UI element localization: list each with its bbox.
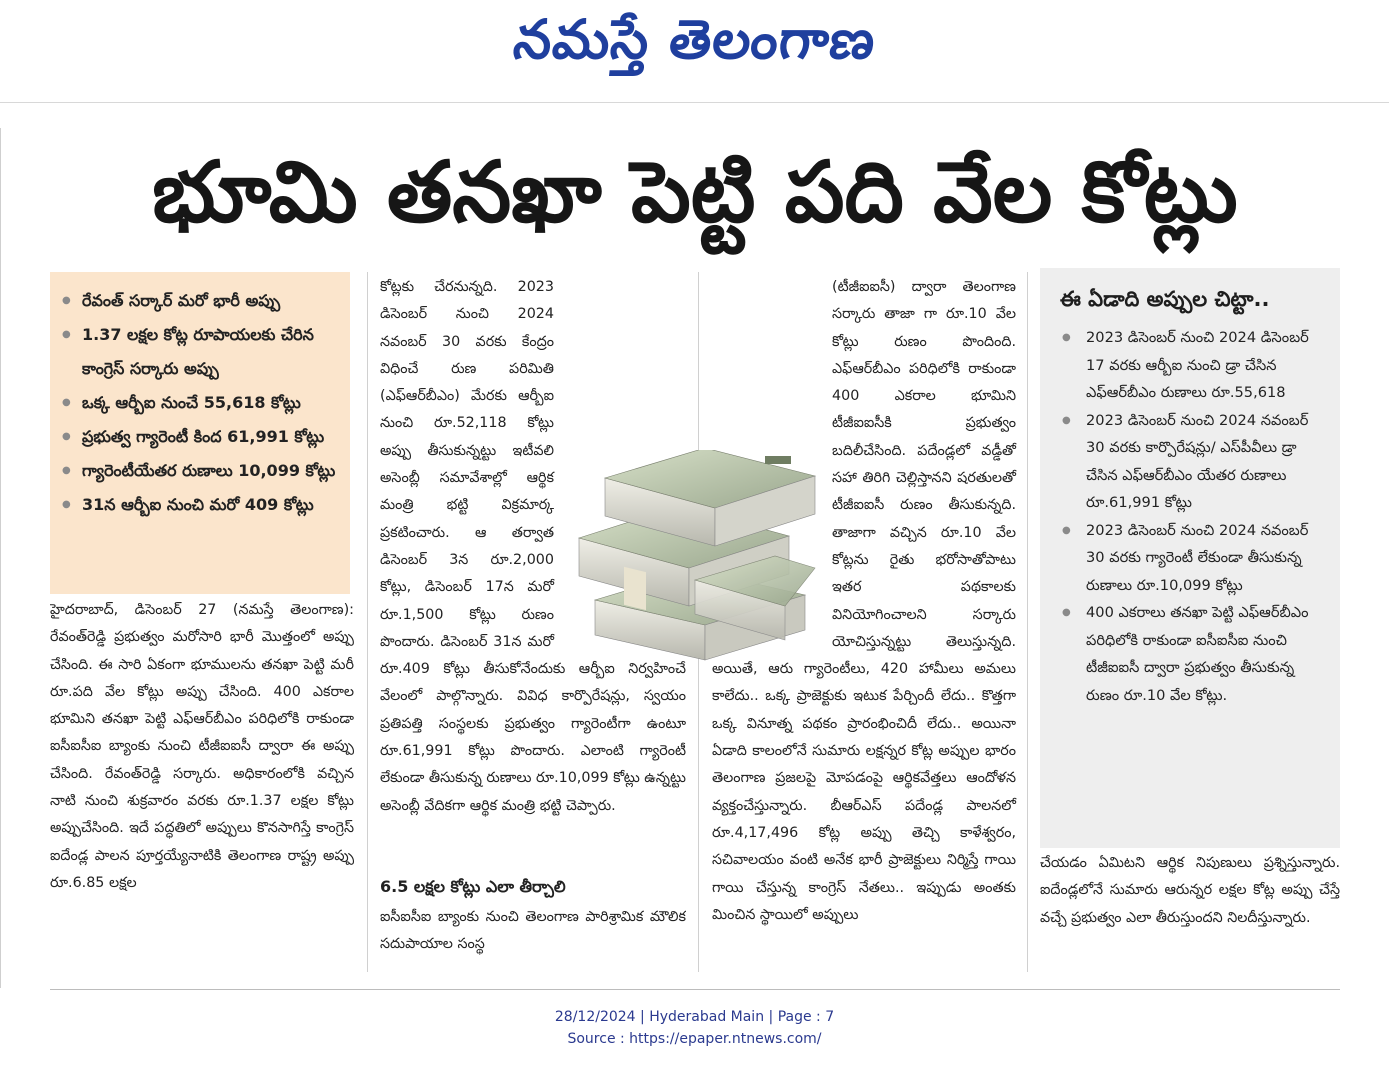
article-column-3-text: (టీజీఐఐసీ) ద్వారా తెలంగాణ సర్కారు తాజా గా రూ.10 వేల కోట్లు రుణం పొందింది. ఎఫ్‌ఆర్‌బీఎం పరిధిలోకి రాకుండా 400 ఎకరాల భూమిని టీజీఐఐసీకి ప్రభుత్వం బదిలీచేసింది. పదేండ్లలో వడ్డీతో సహా తిరిగి చెల్లిస్తానని షరతులతో టీజీఐఐసీ రుణం తీసుకున్నది. తాజాగా వచ్చిన రూ.10 వేల కోట్లను రైతు భరోసాతోపాటు ఇతర పథకాలకు వినియోగించాలని సర్కారు యోచిస్తున్నట్టు తెలుస్తున్నది. అయితే, ఆరు గ్యారెంటీలు, 420 హామీలు అమలు కాలేదు.. ఒక్క ప్రాజెక్టుకు ఇటుక పేర్చిందీ లేదు.. కొత్తగా ఒక్క వినూత్న పథకం ప్రారంభించిదీ లేదు.. అయినా ఏడాది కాలంలోనే సుమారు లక్షన్నర కోట్ల అప్పుల భారం తెలంగాణ ప్రజలపై మోపడంపై ఆర్థికవేత్తలు ఆందోళన వ్యక్తంచేస్తున్నారు. బీఆర్ఎస్ పదేండ్ల పాలనలో రూ.4,17,496 కోట్ల అప్పు తెచ్చి కాళేశ్వరం, సచివాలయం వంటి అనేక భారీ ప్రాజెక్టులు నిర్మిస్తే గాయి గాయి చేస్తున్న కాంగ్రెస్ నేతలు.. ఇప్పుడు అంతకు మించిన స్థాయిలో అప్పులు <box>712 279 1016 923</box>
masthead <box>0 4 1389 76</box>
highlight-item: ● ఒక్క ఆర్బీఐ నుంచే 55,618 కోట్లు <box>58 386 344 420</box>
subheading: 6.5 లక్షల కోట్లు ఎలా తీర్చాలి <box>380 877 566 896</box>
column-divider <box>367 272 368 972</box>
top-divider <box>0 102 1389 103</box>
debt-summary-item: ● 400 ఎకరాలు తనఖా పెట్టి ఎఫ్‌ఆర్‌బీఎం పరిధిలోకి రాకుండా ఐసీఐసీఐ నుంచి టీజీఐఐసీ ద్వారా ప్రభుత్వం తీసుకున్న రుణం రూ.10 వేల కోట్లు. <box>1060 599 1330 709</box>
debt-summary-title: ఈ ఏడాది అప్పుల చిట్టా.. <box>1060 287 1270 311</box>
bottom-divider <box>50 989 1340 990</box>
debt-summary-item: ● 2023 డిసెంబర్ నుంచి 2024 డిసెంబర్ 17 వరకు ఆర్బీఐ నుంచి డ్రా చేసిన ఎఫ్‌ఆర్‌బీఎం రుణాలు రూ.55,618 <box>1060 324 1330 407</box>
highlights-list <box>50 272 350 522</box>
headline: భూమి తనఖా పెట్టి పది వేల కోట్లు <box>152 143 1238 241</box>
debt-summary-item: ● 2023 డిసెంబర్ నుంచి 2024 నవంబర్ 30 వరకు గ్యారెంటీ లేకుండా తీసుకున్న రుణాలు రూ.10,099 కోట్లు <box>1060 517 1330 600</box>
footer-source-link[interactable]: Source : https://epaper.ntnews.com/ <box>567 1031 822 1047</box>
money-stack-image <box>555 450 825 680</box>
debt-summary-box <box>1040 268 1340 848</box>
highlight-item: ● 31న ఆర్బీఐ నుంచి మరో 409 కోట్లు <box>58 488 344 522</box>
article-column-2-text: కోట్లకు చేరనున్నది. 2023 డిసెంబర్ నుంచి 2024 నవంబర్ 30 వరకు కేంద్రం విధించే రుణ పరిమితి (ఎఫ్‌ఆర్‌బీఎం) మేరకు ఆర్బీఐ నుంచి రూ.52,118 కోట్లు అప్పు తీసుకున్నట్టు ఇటీవలి అసెంబ్లీ సమావేశాల్లో ఆర్థిక మంత్రి భట్టి విక్రమార్క ప్రకటించారు. ఆ తర్వాత డిసెంబర్ 3న రూ.2,000 కోట్లు, డిసెంబర్ 17న మరో రూ.1,500 కోట్లు రుణం పొందారు. డిసెంబర్ 31న మరో రూ.409 కోట్లు తీసుకోనేందుకు ఆర్బీఐ నిర్వహించే వేలంలో పాల్గొన్నారు. వివిధ కార్పొరేషన్లు, స్వయం ప్రతిపత్తి సంస్థలకు ప్రభుత్వం గ్యారెంటీగా ఉంటూ రూ.61,991 కోట్లు పొందారు. ఎలాంటి గ్యారెంటీ లేకుండా తీసుకున్న రుణాలు రూ.10,099 కోట్లు ఉన్నట్టు అసెంబ్లీ వేదికగా ఆర్థిక మంత్రి భట్టి చెప్పారు. <box>380 279 686 814</box>
highlight-item: ● రేవంత్ సర్కార్ మరో భారీ అప్పు <box>58 284 344 318</box>
footer <box>0 1006 1389 1050</box>
highlights-box <box>50 272 350 594</box>
debt-summary-list <box>1040 324 1340 709</box>
highlight-item: ● గ్యారెంటీయేతర రుణాలు 10,099 కోట్లు <box>58 454 344 488</box>
footer-edition-info: 28/12/2024 | Hyderabad Main | Page : 7 <box>554 1009 835 1025</box>
page-edge <box>0 128 7 988</box>
debt-summary-item: ● 2023 డిసెంబర్ నుంచి 2024 నవంబర్ 30 వరకు కార్పొరేషన్లు/ ఎస్‌పీవీలు డ్రా చేసిన ఎఫ్‌ఆర్‌బీఎం యేతర రుణాలు రూ.61,991 కోట్లు <box>1060 407 1330 517</box>
article-column-2-tail: ఐసీఐసీఐ బ్యాంకు నుంచి తెలంగాణ పారిశ్రామిక మౌలిక సదుపాయాల సంస్థ <box>380 909 686 953</box>
article-column-1: హైదరాబాద్, డిసెంబర్ 27 (నమస్తే తెలంగాణ): రేవంత్‌రెడ్డి ప్రభుత్వం మరోసారి భారీ మొత్తంలో అప్పు చేసింది. ఈ సారి ఏకంగా భూములను తనఖా పెట్టి మరీ రూ.పది వేల కోట్లు అప్పు చేసింది. 400 ఎకరాల భూమిని తనఖా పెట్టి ఎఫ్‌ఆర్‌బీఎం పరిధిలోకి రాకుండా ఐసీఐసీఐ బ్యాంకు నుంచి టీజీఐఐసీ ద్వారా ఈ అప్పు చేసింది. రేవంత్‌రెడ్డి సర్కారు. అధికారంలోకి వచ్చిన నాటి నుంచి శుక్రవారం వరకు రూ.1.37 లక్షల కోట్లు అప్పుచేసింది. ఇదే పద్ధతిలో అప్పులు కొనసాగిస్తే కాంగ్రెస్ ఐదేండ్ల పాలన పూర్తయ్యేనాటికి తెలంగాణ రాష్ట్ర అప్పు రూ.6.85 లక్షల <box>50 602 354 891</box>
highlight-item: ● ప్రభుత్వ గ్యారెంటీ కింద 61,991 కోట్లు <box>58 420 344 454</box>
article-column-4-tail: చేయడం ఏమిటని ఆర్థిక నిపుణులు ప్రశ్నిస్తున్నారు. ఐదేండ్లలోనే సుమారు ఆరున్నర లక్షల కోట్ల అప్పు చేస్తే వచ్చే ప్రభుత్వం ఎలా తీరుస్తుందని నిలదీస్తున్నారు. <box>1040 855 1340 926</box>
column-divider <box>1027 272 1028 972</box>
highlight-item: ● 1.37 లక్షల కోట్ల రూపాయలకు చేరిన కాంగ్రెస్ సర్కారు అప్పు <box>58 318 344 386</box>
masthead-logo: నమస్తే తెలంగాణ <box>510 7 879 71</box>
